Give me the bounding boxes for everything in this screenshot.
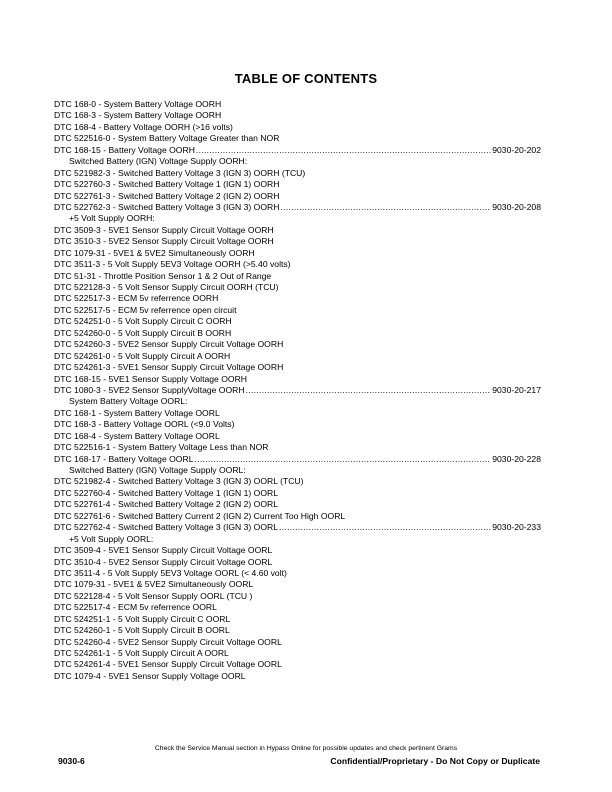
toc-entry — [54, 579, 541, 590]
toc-entry-text: Switched Battery (IGN) Voltage Supply OORH: — [69, 156, 248, 167]
toc-entry-text: DTC 1079-4 - 5VE1 Sensor Supply Voltage OORL — [54, 670, 246, 681]
toc-leader-dots — [280, 202, 491, 213]
toc-entry — [54, 511, 541, 522]
toc-entry — [54, 431, 541, 442]
toc-entry-text: DTC 168-15 - Battery Voltage OORH — [54, 144, 195, 155]
toc-entry-text: DTC 522517-3 - ECM 5v referrence OORH — [54, 293, 219, 304]
toc-entry-text: DTC 524261-0 - 5 Volt Supply Circuit A OORH — [54, 350, 231, 361]
toc-entry-text: DTC 521982-3 - Switched Battery Voltage 3 (IGN 3) OORH (TCU) — [54, 167, 306, 178]
toc-entry-text: DTC 51-31 - Throttle Position Sensor 1 & 2 Out of Range — [54, 270, 272, 281]
toc-entry — [54, 408, 541, 419]
toc-entry-text: DTC 522761-3 - Switched Battery Voltage 2 (IGN 2) OORH — [54, 190, 280, 201]
toc-entry — [54, 476, 541, 487]
toc-entry — [54, 271, 541, 282]
toc-section-heading — [54, 213, 541, 224]
page-number: 9030-6 — [58, 756, 85, 766]
toc-entry — [54, 225, 541, 236]
toc-entry — [54, 202, 541, 213]
toc-entry-text: DTC 168-15 - 5VE1 Sensor Supply Voltage OORH — [54, 373, 247, 384]
toc-entry — [54, 293, 541, 304]
toc-entry — [54, 499, 541, 510]
toc-entry — [54, 374, 541, 385]
toc-entry-text: DTC 168-4 - System Battery Voltage OORL — [54, 430, 220, 441]
toc-page-number: 9030-20-208 — [492, 201, 541, 212]
table-of-contents — [54, 99, 541, 682]
toc-entry-text: DTC 168-4 - Battery Voltage OORH (>16 volts) — [54, 121, 233, 132]
toc-entry-text: DTC 1080-3 - 5VE2 Sensor SupplyVoltage OORH — [54, 384, 245, 395]
toc-section-heading — [54, 534, 541, 545]
toc-entry-text: DTC 3511-3 - 5 Volt Supply 5EV3 Voltage OORH (>5.40 volts) — [54, 259, 291, 270]
toc-entry-text: DTC 168-0 - System Battery Voltage OORH — [54, 99, 222, 109]
toc-entry — [54, 145, 541, 156]
toc-entry-text: DTC 522517-4 - ECM 5v referrence OORL — [54, 602, 217, 613]
toc-entry-text: DTC 524260-1 - 5 Volt Supply Circuit B OORL — [54, 625, 230, 636]
toc-entry-text: DTC 524260-4 - 5VE2 Sensor Supply Circuit Voltage OORL — [54, 636, 282, 647]
toc-entry-text: DTC 3509-3 - 5VE1 Sensor Supply Circuit Voltage OORH — [54, 224, 274, 235]
toc-entry — [54, 488, 541, 499]
toc-entry — [54, 454, 541, 465]
toc-entry-text: DTC 521982-4 - Switched Battery Voltage 3 (IGN 3) OORL (TCU) — [54, 476, 304, 487]
toc-entry — [54, 442, 541, 453]
toc-entry — [54, 568, 541, 579]
toc-entry — [54, 362, 541, 373]
toc-entry-text: DTC 524260-0 - 5 Volt Supply Circuit B OORH — [54, 327, 232, 338]
toc-section-heading — [54, 396, 541, 407]
toc-entry-text: DTC 522128-4 - 5 Volt Sensor Supply OORL (TCU ) — [54, 590, 253, 601]
toc-entry-text: DTC 522761-4 - Switched Battery Voltage 2 (IGN 2) OORL — [54, 499, 279, 510]
toc-entry — [54, 179, 541, 190]
toc-entry — [54, 99, 541, 110]
toc-entry-text: DTC 522516-1 - System Battery Voltage Less than NOR — [54, 442, 269, 453]
toc-entry-text: DTC 522516-0 - System Battery Voltage Greater than NOR — [54, 133, 280, 144]
toc-entry — [54, 614, 541, 625]
toc-entry-text: DTC 522128-3 - 5 Volt Sensor Supply Circuit OORH (TCU) — [54, 282, 279, 292]
toc-leader-dots — [194, 454, 491, 465]
toc-entry-text: DTC 168-17 - Battery Voltage OORL — [54, 453, 194, 464]
toc-entry-text: DTC 168-3 - Battery Voltage OORL (<9.0 Volts) — [54, 419, 235, 430]
toc-page-number: 9030-20-233 — [492, 522, 541, 533]
toc-entry-text: DTC 522760-3 - Switched Battery Voltage 1 (IGN 1) OORH — [54, 179, 280, 190]
toc-entry — [54, 191, 541, 202]
toc-page-number: 9030-20-228 — [492, 453, 541, 464]
toc-entry — [54, 110, 541, 121]
toc-entry-text: DTC 524251-0 - 5 Volt Supply Circuit C OORH — [54, 316, 232, 327]
toc-entry-text: DTC 524260-3 - 5VE2 Sensor Supply Circuit Voltage OORH — [54, 339, 284, 350]
toc-leader-dots — [279, 522, 491, 533]
toc-entry-text: DTC 522762-3 - Switched Battery Voltage 3 (IGN 3) OORH — [54, 201, 280, 212]
footer-note: Check the Service Manual section in Hypass Online for possible updates and check pertinent Grams — [154, 745, 458, 752]
toc-entry-text: DTC 1079-31 - 5VE1 & 5VE2 Simultaneously OORH — [54, 247, 255, 258]
toc-entry-text: DTC 522517-5 - ECM 5v referrence open circuit — [54, 304, 237, 315]
toc-entry — [54, 545, 541, 556]
toc-entry-text: DTC 3510-3 - 5VE2 Sensor Supply Circuit Voltage OORH — [54, 236, 274, 247]
toc-entry-text: DTC 524261-4 - 5VE1 Sensor Supply Circuit Voltage OORL — [54, 659, 282, 670]
toc-entry-text: DTC 1079-31 - 5VE1 & 5VE2 Simultaneously OORL — [54, 579, 254, 590]
toc-entry-text: DTC 3509-4 - 5VE1 Sensor Supply Circuit Voltage OORL — [54, 545, 273, 556]
toc-entry-text: DTC 522761-6 - Switched Battery Current 2 (IGN 2) Current Too High OORL — [54, 510, 346, 521]
toc-leader-dots — [246, 385, 492, 396]
toc-entry-text: Switched Battery (IGN) Voltage Supply OORL: — [69, 465, 246, 475]
toc-entry — [54, 305, 541, 316]
toc-entry-text: System Battery Voltage OORL: — [69, 396, 188, 407]
toc-entry — [54, 351, 541, 362]
toc-entry — [54, 122, 541, 133]
toc-entry — [54, 328, 541, 339]
toc-entry — [54, 168, 541, 179]
toc-entry — [54, 236, 541, 247]
toc-entry — [54, 133, 541, 144]
toc-entry-text: DTC 524261-1 - 5 Volt Supply Circuit A OORL — [54, 648, 229, 658]
toc-leader-dots — [196, 145, 491, 156]
toc-entry — [54, 648, 541, 659]
toc-section-heading — [54, 465, 541, 476]
toc-entry-text: +5 Volt Supply OORH: — [69, 213, 155, 224]
toc-entry-text: DTC 3510-4 - 5VE2 Sensor Supply Circuit Voltage OORL — [54, 556, 273, 567]
toc-entry — [54, 522, 541, 533]
page-title: TABLE OF CONTENTS — [234, 71, 378, 86]
toc-entry — [54, 248, 541, 259]
toc-entry-text: DTC 3511-4 - 5 Volt Supply 5EV3 Voltage OORL (< 4.60 volt) — [54, 567, 287, 578]
toc-entry-text: DTC 168-3 - System Battery Voltage OORH — [54, 110, 222, 121]
toc-entry-text: DTC 522760-4 - Switched Battery Voltage 1 (IGN 1) OORL — [54, 487, 279, 498]
toc-entry-text: +5 Volt Supply OORL: — [69, 533, 154, 544]
confidential-notice: Confidential/Proprietary - Do Not Copy or Duplicate — [330, 756, 540, 766]
toc-entry — [54, 625, 541, 636]
toc-entry — [54, 602, 541, 613]
toc-section-heading — [54, 156, 541, 167]
toc-entry-text: DTC 524251-1 - 5 Volt Supply Circuit C OORL — [54, 613, 231, 624]
toc-entry — [54, 385, 541, 396]
toc-entry — [54, 671, 541, 682]
toc-entry — [54, 339, 541, 350]
toc-page-number: 9030-20-217 — [492, 384, 541, 395]
toc-entry — [54, 659, 541, 670]
toc-entry — [54, 259, 541, 270]
toc-entry — [54, 637, 541, 648]
toc-entry — [54, 282, 541, 293]
toc-page-number: 9030-20-202 — [492, 144, 541, 155]
toc-entry — [54, 557, 541, 568]
toc-entry — [54, 316, 541, 327]
toc-entry-text: DTC 524261-3 - 5VE1 Sensor Supply Circuit Voltage OORH — [54, 362, 284, 373]
toc-entry — [54, 591, 541, 602]
toc-entry-text: DTC 522762-4 - Switched Battery Voltage 3 (IGN 3) OORL — [54, 522, 279, 533]
toc-entry — [54, 419, 541, 430]
toc-entry-text: DTC 168-1 - System Battery Voltage OORL — [54, 407, 220, 418]
